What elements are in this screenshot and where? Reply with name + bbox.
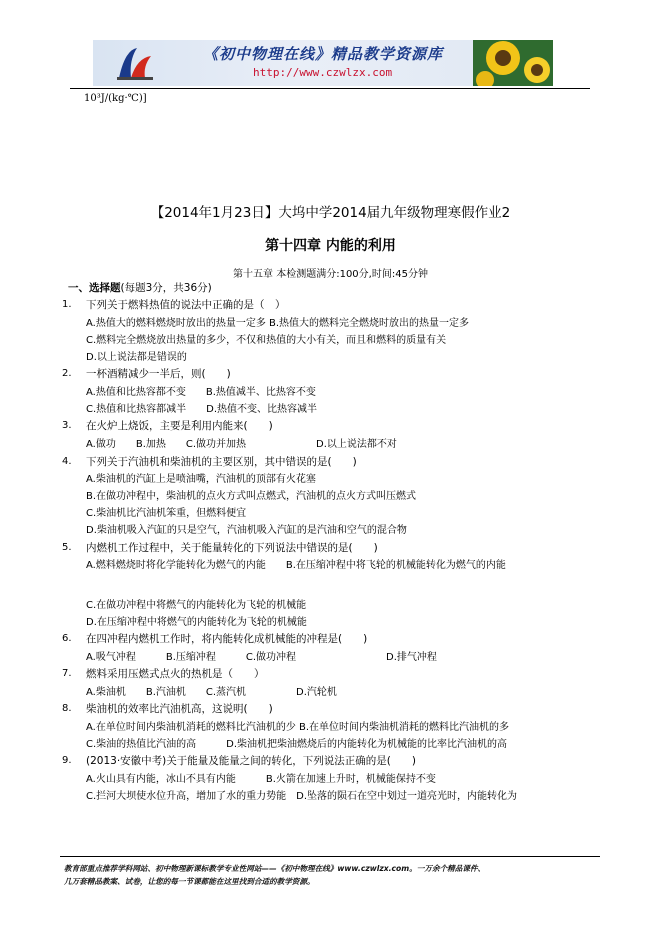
footer-line-2: 几万套精品教案、试卷，让您的每一节课都能在这里找到合适的教学资源。 bbox=[64, 877, 315, 886]
question-number: 5. bbox=[62, 542, 72, 553]
answer-option: C.热值和比热容都减半 D.热值不变、比热容减半 bbox=[86, 404, 318, 415]
banner-url: http://www.czwlzx.com bbox=[253, 66, 393, 79]
question-number: 4. bbox=[62, 456, 72, 467]
answer-option: A.在单位时间内柴油机消耗的燃料比汽油机的少 B.在单位时间内柴油机消耗的燃料比汽油机的多 bbox=[86, 722, 510, 733]
answer-option: A.火山具有内能，冰山不具有内能 B.火箭在加速上升时，机械能保持不变 bbox=[86, 774, 436, 785]
question-stem: 一杯酒精减少一半后，则( ) bbox=[86, 368, 231, 380]
question-stem: 在四冲程内燃机工作时，将内能转化成机械能的冲程是( ) bbox=[86, 633, 368, 645]
question-stem: (2013·安徽中考)关于能量及能量之间的转化，下列说法正确的是( ) bbox=[86, 755, 416, 767]
section-label: 一、选择题 bbox=[68, 282, 121, 294]
question-stem: 下列关于燃料热值的说法中正确的是（ ） bbox=[86, 299, 286, 311]
question-stem: 燃料采用压燃式点火的热机是（ ） bbox=[86, 668, 265, 680]
answer-option: A.做功 B.加热 C.做功并加热 D.以上说法都不对 bbox=[86, 439, 397, 450]
answer-option: D.在压缩冲程中将燃气的内能转化为飞轮的机械能 bbox=[86, 617, 307, 628]
footer-line-1: 教育部重点推荐学科网站、初中物理新课标教学专业性网站——《初中物理在线》www.czwlzx.com。一万余个精品课件、 bbox=[64, 864, 486, 873]
header-rule bbox=[70, 88, 590, 89]
site-logo-icon bbox=[115, 44, 155, 82]
test-info: 第十五章 本检测题满分:100分,时间:45分钟 bbox=[233, 269, 428, 280]
answer-option: D.柴油机吸入汽缸的只是空气，汽油机吸入汽缸的是汽油和空气的混合物 bbox=[86, 525, 407, 536]
question-number: 8. bbox=[62, 703, 72, 714]
question-number: 1. bbox=[62, 299, 72, 310]
answer-option: A.燃料燃烧时将化学能转化为燃气的内能 B.在压缩冲程中将飞轮的机械能转化为燃气的内能 bbox=[86, 560, 506, 571]
answer-option: A.柴油机 B.汽油机 C.蒸汽机 D.汽轮机 bbox=[86, 687, 337, 698]
answer-option: C.燃料完全燃烧放出热量的多少，不仅和热值的大小有关，而且和燃料的质量有关 bbox=[86, 335, 447, 346]
answer-option: C.柴油的热值比汽油的高 D.柴油机把柴油燃烧后的内能转化为机械能的比率比汽油机的高 bbox=[86, 739, 508, 750]
answer-option: C.在做功冲程中将燃气的内能转化为飞轮的机械能 bbox=[86, 600, 307, 611]
question-stem: 内燃机工作过程中，关于能量转化的下列说法中错误的是( ) bbox=[86, 542, 378, 554]
section-info: (每题3分，共36分) bbox=[120, 282, 212, 294]
answer-option: C.拦河大坝使水位升高，增加了水的重力势能 D.坠落的陨石在空中划过一道亮光时，内能转化为 bbox=[86, 791, 518, 802]
answer-option: D.以上说法都是错误的 bbox=[86, 352, 187, 363]
question-stem: 柴油机的效率比汽油机高，这说明( ) bbox=[86, 703, 273, 715]
question-number: 6. bbox=[62, 633, 72, 644]
question-number: 3. bbox=[62, 420, 72, 431]
banner-title: 《初中物理在线》精品教学资源库 bbox=[203, 45, 444, 63]
answer-option: A.柴油机的汽缸上是喷油嘴，汽油机的顶部有火花塞 bbox=[86, 474, 316, 485]
chapter-title: 第十四章 内能的利用 bbox=[265, 238, 396, 254]
question-stem: 在火炉上烧饭，主要是利用内能来( ) bbox=[86, 420, 273, 432]
sunflower-icon bbox=[473, 40, 553, 86]
footer-rule bbox=[60, 856, 600, 857]
header-banner bbox=[93, 40, 553, 86]
answer-option: B.在做功冲程中，柴油机的点火方式叫点燃式，汽油机的点火方式叫压燃式 bbox=[86, 491, 417, 502]
question-number: 7. bbox=[62, 668, 72, 679]
document-title: 【2014年1月23日】大坞中学2014届九年级物理寒假作业2 bbox=[150, 205, 511, 221]
unit-fragment: 10³J/(kg·℃)] bbox=[84, 93, 147, 104]
answer-option: A.热值大的燃料燃烧时放出的热量一定多 B.热值大的燃料完全燃烧时放出的热量一定多 bbox=[86, 318, 470, 329]
answer-option: C.柴油机比汽油机笨重，但燃料便宜 bbox=[86, 508, 247, 519]
answer-option: A.吸气冲程 B.压缩冲程 C.做功冲程 D.排气冲程 bbox=[86, 652, 437, 663]
question-stem: 下列关于汽油机和柴油机的主要区别，其中错误的是( ) bbox=[86, 456, 357, 468]
question-number: 2. bbox=[62, 368, 72, 379]
question-number: 9. bbox=[62, 755, 72, 766]
section-heading bbox=[68, 280, 212, 295]
answer-option: A.热值和比热容都不变 B.热值减半、比热容不变 bbox=[86, 387, 316, 398]
